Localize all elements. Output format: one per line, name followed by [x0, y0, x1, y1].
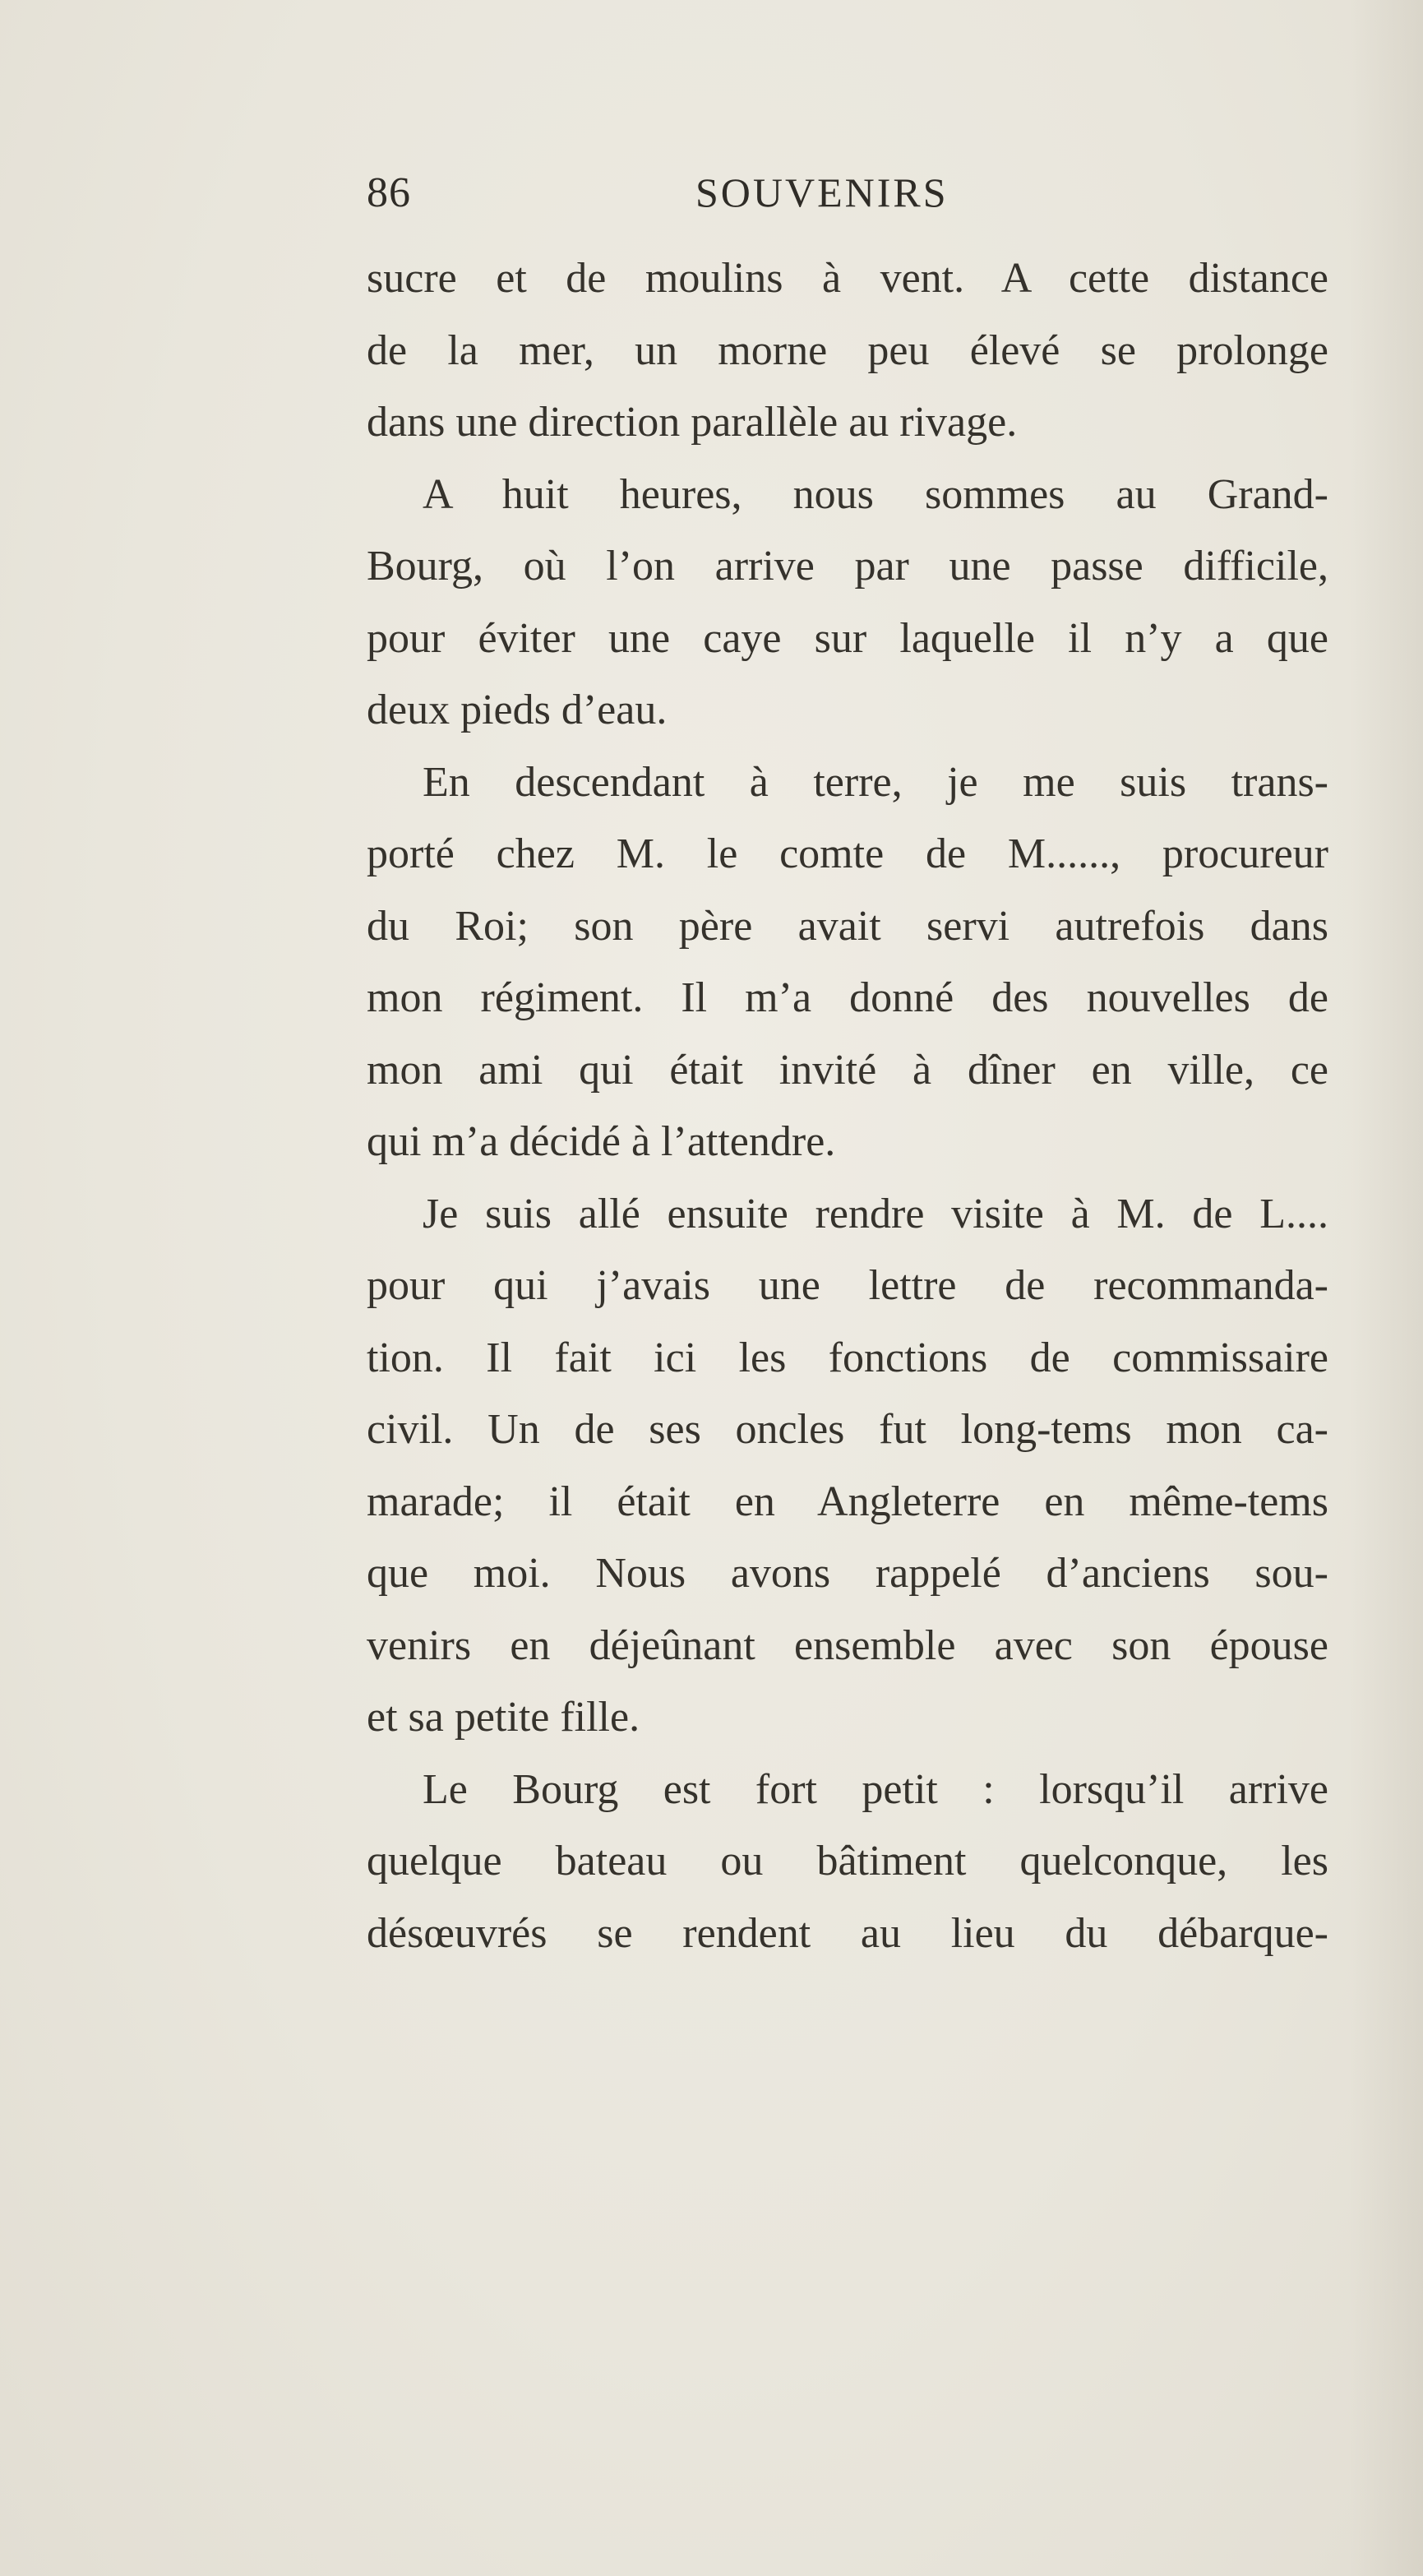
text-line: En descendant à terre, je me suis trans- [423, 758, 1328, 806]
text-line: de la mer, un morne peu élevé se prolonge [367, 326, 1328, 374]
page-header [367, 169, 1328, 226]
text-line: Je suis allé ensuite rendre visite à M. de L.... [423, 1190, 1328, 1237]
text-line: qui m’a décidé à l’attendre. [367, 1118, 836, 1165]
text-line: et sa petite fille. [367, 1694, 640, 1741]
text-line: pour qui j’avais une lettre de recommanda- [367, 1262, 1328, 1309]
running-head: SOUVENIRS [695, 169, 949, 215]
text-line: venirs en déjeûnant ensemble avec son épouse [367, 1621, 1328, 1669]
text-line: quelque bateau ou bâtiment quelconque, les [367, 1838, 1328, 1885]
paragraph-4 [367, 1178, 1328, 1754]
text-line: civil. Un de ses oncles fut long-tems mon ca- [367, 1406, 1328, 1453]
text-line: que moi. Nous avons rappelé d’anciens sou- [367, 1550, 1328, 1597]
page-number: 86 [367, 169, 411, 216]
text-line: porté chez M. le comte de M......, procureur [367, 830, 1328, 877]
paragraph-2 [367, 459, 1328, 747]
text-line: A huit heures, nous sommes au Grand- [423, 470, 1328, 518]
paragraph-3 [367, 747, 1328, 1178]
text-line: marade; il était en Angleterre en même-tems [367, 1478, 1328, 1525]
text-line: Le Bourg est fort petit : lorsqu’il arrive [423, 1765, 1328, 1813]
text-line: sucre et de moulins à vent. A cette distance [367, 255, 1328, 302]
body-text [367, 243, 1328, 1969]
text-line: tion. Il fait ici les fonctions de commissaire [367, 1334, 1328, 1381]
text-line: mon ami qui était invité à dîner en ville, ce [367, 1046, 1328, 1094]
paragraph-1 [367, 243, 1328, 459]
text-line: désœuvrés se rendent au lieu du débarque- [367, 1909, 1328, 1957]
text-line: mon régiment. Il m’a donné des nouvelles de [367, 974, 1328, 1021]
paragraph-5 [367, 1754, 1328, 1970]
text-line: pour éviter une caye sur laquelle il n’y a que [367, 614, 1328, 662]
text-line: du Roi; son père avait servi autrefois dans [367, 902, 1328, 950]
text-line: Bourg, où l’on arrive par une passe difficile, [367, 543, 1328, 590]
text-line: deux pieds d’eau. [367, 687, 668, 733]
text-line: dans une direction parallèle au rivage. [367, 399, 1018, 446]
